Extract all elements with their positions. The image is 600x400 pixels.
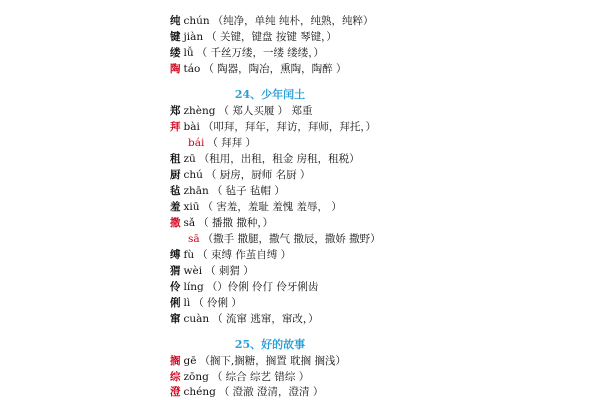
entry-pinyin: xiū [183, 201, 200, 213]
entry-words: （）伶俐 伶仃 伶牙俐齿 [206, 281, 319, 293]
entry-li [170, 296, 242, 310]
entry-pinyin: líng [183, 281, 204, 293]
lesson-heading-24: 24、少年闰土 [234, 88, 306, 101]
entry-words: （ 害羞，羞耻 羞愧 羞辱， ） [202, 201, 342, 213]
entry-fu [170, 248, 291, 262]
entry-char: 羞 [170, 201, 181, 213]
entry-lv [170, 46, 324, 60]
entry-words: （ 厨房，厨师 名厨 ） [205, 169, 311, 181]
entry-pinyin: cuàn [183, 313, 210, 325]
entry-words: （ 流窜 逃窜，窜改，） [212, 313, 319, 325]
entry-pinyin: lǚ [183, 47, 194, 59]
entry-words: （ 束缚 作茧自缚 ） [197, 249, 292, 261]
entry-words: （租用，出租，租金 房租，租税） [198, 153, 360, 165]
entry-zu [170, 152, 360, 166]
entry-tao [170, 62, 347, 76]
entry-pinyin: chéng [183, 386, 216, 398]
entry-pinyin: chún [183, 15, 210, 27]
entry-pinyin: jiàn [183, 31, 204, 43]
entry-pinyin: sā [188, 233, 200, 245]
entry-pinyin: fù [183, 249, 195, 261]
entry-cuan [170, 312, 319, 326]
entry-words: （ 播撒 撒种，） [198, 217, 274, 229]
entry-char: 澄 [170, 386, 181, 398]
entry-char: 伶 [170, 281, 181, 293]
entry-pinyin: chú [183, 169, 203, 181]
entry-sa [170, 216, 273, 230]
entry-words: （ 刺猬 ） [205, 265, 254, 277]
entry-xiu [170, 200, 342, 214]
entry-char: 缕 [170, 47, 181, 59]
entry-words: （ 陶器，陶冶，熏陶，陶醉 ） [203, 63, 347, 75]
entry-pinyin: gē [183, 355, 197, 367]
entry-pinyin: bái [188, 137, 205, 149]
entry-char: 键 [170, 31, 181, 43]
entry-char: 纯 [170, 15, 181, 27]
entry-words: （ 拜拜 ） [207, 137, 257, 149]
entry-jian [170, 30, 337, 44]
entry-char: 郑 [170, 105, 181, 117]
entry-char: 厨 [170, 169, 181, 181]
entry-words: （ 综合 综艺 错综 ） [211, 371, 310, 383]
entry-pinyin: táo [183, 63, 201, 75]
entry-pinyin: bài [183, 121, 200, 133]
entry-bai-alt [185, 136, 256, 150]
entry-char: 猬 [170, 265, 181, 277]
entry-zhan [170, 184, 285, 198]
entry-words: （撒手 撒腿，撒气 撒辰，撒娇 撒野） [202, 233, 381, 245]
entry-char: 毡 [170, 185, 181, 197]
entry-words: （ 伶俐 ） [193, 297, 242, 309]
entry-char: 搁 [170, 355, 181, 367]
entry-pinyin: zhān [183, 185, 209, 197]
entry-chu [170, 168, 310, 182]
entry-wei [170, 264, 254, 278]
entry-char: 拜 [170, 121, 181, 133]
entry-bai [170, 120, 376, 134]
entry-words: （纯净，单纯 纯朴，纯熟，纯粹） [212, 15, 374, 27]
entry-char: 撒 [170, 217, 181, 229]
entry-char: 租 [170, 153, 181, 165]
entry-words: （ 毡子 毡帽 ） [211, 185, 285, 197]
entry-zong [170, 370, 309, 384]
entry-zheng [170, 104, 313, 118]
entry-words: （ 千丝万缕，一缕 缕缕，） [196, 47, 325, 59]
entry-pinyin: sǎ [183, 217, 196, 229]
entry-cheng [170, 385, 323, 399]
entry-words: （ 郑人买履 ） 郑重 [218, 105, 313, 117]
entry-ling [170, 280, 318, 294]
entry-pinyin: zhèng [183, 105, 216, 117]
entry-char: 俐 [170, 297, 181, 309]
entry-pinyin: lì [183, 297, 191, 309]
entry-words: （叩拜，拜年，拜访，拜师，拜托，） [202, 121, 377, 133]
entry-words: （ 澄澈 澄清，澄清 ） [218, 386, 324, 398]
entry-words: （搁下,搁糖，搁置 耽搁 搁浅） [199, 355, 346, 367]
entry-sa-alt [185, 232, 381, 246]
entry-char: 窜 [170, 313, 181, 325]
entry-char: 综 [170, 371, 181, 383]
entry-ge [170, 354, 346, 368]
entry-char: 陶 [170, 63, 181, 75]
entry-pinyin: zōng [183, 371, 209, 383]
entry-pinyin: zū [183, 153, 196, 165]
lesson-heading-25: 25、好的故事 [234, 338, 306, 351]
entry-char: 缚 [170, 249, 181, 261]
entry-chun [170, 14, 374, 28]
entry-words: （ 关键，键盘 按键 琴键，） [206, 31, 337, 43]
entry-pinyin: wèi [183, 265, 203, 277]
